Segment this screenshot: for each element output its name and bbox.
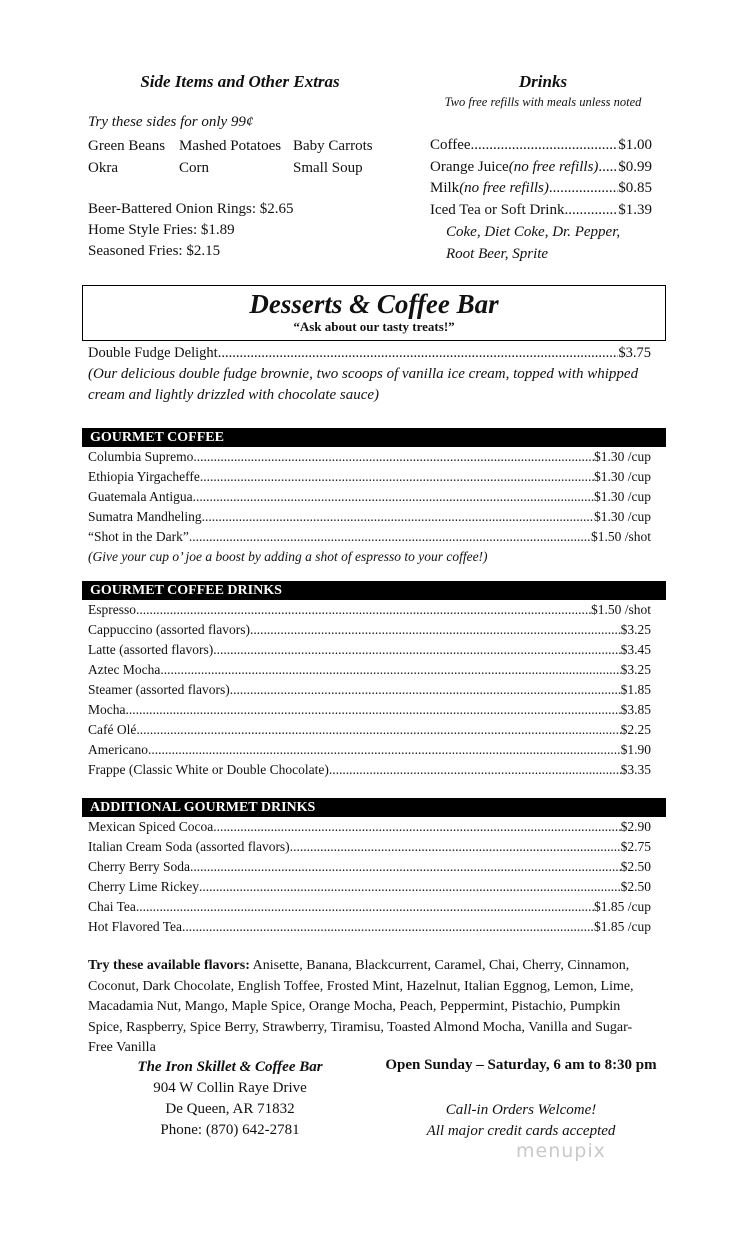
- ordering-info: [386, 1100, 656, 1142]
- coffee-drinks-header: GOURMET COFFEE DRINKS: [82, 581, 666, 599]
- menu-row: Frappe (Classic White or Double Chocolate) ..... $3.35: [88, 760, 651, 780]
- address-line-2: De Queen, AR 71832: [165, 1101, 295, 1117]
- side-item: Mashed Potatoes: [179, 138, 282, 154]
- flavors-label: Try these available flavors:: [88, 958, 250, 973]
- side-items-title: Side Items and Other Extras: [140, 72, 340, 91]
- menu-row: Mocha ..... $3.85: [88, 700, 651, 720]
- drinks-list: [430, 135, 652, 221]
- gourmet-coffee-header: GOURMET COFFEE: [82, 428, 666, 446]
- menu-row: Americano ..... $1.90: [88, 740, 651, 760]
- drink-row: Orange Juice (no free refills) ..... $0.99: [430, 157, 652, 179]
- menu-row: Latte (assorted flavors) ..... $3.45: [88, 640, 651, 660]
- menu-row: Espresso ..... $1.50 /shot: [88, 600, 651, 620]
- dessert-item: Double Fudge Delight ..... $3.75: [88, 343, 651, 363]
- dessert-description: (Our delicious double fudge brownie, two scoops of vanilla ice cream, topped with whipped cream and lightly drizzled with chocolate sauce): [88, 366, 639, 403]
- menu-row: Ethiopia Yirgacheffe ..... $1.30 /cup: [88, 467, 651, 487]
- additional-drinks-list: [88, 817, 651, 937]
- gourmet-coffee-list: [88, 447, 651, 567]
- side-item: Green Beans: [88, 138, 166, 154]
- sides-promo: Try these sides for only 99¢: [88, 114, 254, 130]
- menu-row: Steamer (assorted flavors) ..... $1.85: [88, 680, 651, 700]
- menu-row: Columbia Supremo ..... $1.30 /cup: [88, 447, 651, 467]
- credit-card-note: All major credit cards accepted: [426, 1123, 616, 1139]
- desserts-title: Desserts & Coffee Bar: [249, 289, 499, 319]
- coffee-drinks-list: [88, 600, 651, 780]
- flavors-list: Anisette, Banana, Blackcurrent, Caramel, Chai, Cherry, Cinnamon, Coconut, Dark Chocolate, English Toffee, Frosted Mint, Hazelnut, Italian Eggnog, Lemon, Lime, Macadamia Nut, Mango, Maple Spice, Orange Mocha, Peach, Peppermint, Pistachio, Pumpkin Spice, Raspberry, Spice Berry, Strawberry, Tiramisu, Toasted Almond Mocha, Vanilla and Sugar-Free Vanilla: [88, 958, 634, 1055]
- extra-item: Seasoned Fries: $2.15: [88, 243, 221, 259]
- drink-row: Iced Tea or Soft Drink ..... $1.39: [430, 200, 652, 222]
- drink-row: Milk (no free refills) ..... $0.85: [430, 178, 652, 200]
- desserts-header-box: [82, 285, 666, 341]
- additional-drinks-header: ADDITIONAL GOURMET DRINKS: [82, 798, 666, 816]
- menu-row: Chai Tea ..... $1.85 /cup: [88, 897, 651, 917]
- phone: Phone: (870) 642-2781: [160, 1122, 300, 1138]
- callin-note: Call-in Orders Welcome!: [445, 1102, 597, 1118]
- drink-row: Coffee ..... $1.00: [430, 135, 652, 157]
- desserts-tagline: “Ask about our tasty treats!”: [293, 319, 455, 334]
- menu-row: Mexican Spiced Cocoa ..... $2.90: [88, 817, 651, 837]
- menu-row: Hot Flavored Tea ..... $1.85 /cup: [88, 917, 651, 937]
- menu-row: Cherry Berry Soda ..... $2.50: [88, 857, 651, 877]
- flavors-paragraph: [88, 956, 654, 1059]
- drinks-title: Drinks: [518, 72, 568, 91]
- menu-row: Café Olé ..... $2.25: [88, 720, 651, 740]
- side-item: Corn: [179, 160, 209, 176]
- extras-list: [88, 199, 294, 262]
- watermark: menupix: [516, 1140, 606, 1162]
- side-item: Baby Carrots: [293, 138, 373, 154]
- extra-item: Beer-Battered Onion Rings: $2.65: [88, 201, 294, 217]
- menu-row: Cherry Lime Rickey ..... $2.50: [88, 877, 651, 897]
- restaurant-info: [110, 1057, 350, 1141]
- side-item: Small Soup: [293, 160, 363, 176]
- soft-drinks-list: Coke, Diet Coke, Dr. Pepper, Root Beer, Sprite: [446, 224, 621, 262]
- hours: Open Sunday – Saturday, 6 am to 8:30 pm: [385, 1057, 657, 1073]
- menu-row: Sumatra Mandheling ..... $1.30 /cup: [88, 507, 651, 527]
- menu-row: Cappuccino (assorted flavors) ..... $3.25: [88, 620, 651, 640]
- drinks-subtitle: Two free refills with meals unless noted: [444, 95, 642, 109]
- menu-row: Italian Cream Soda (assorted flavors) ..... $2.75: [88, 837, 651, 857]
- extra-item: Home Style Fries: $1.89: [88, 222, 235, 238]
- sides-grid: [88, 135, 373, 179]
- coffee-note: (Give your cup o’ joe a boost by adding a shot of espresso to your coffee!): [88, 549, 488, 564]
- restaurant-name: The Iron Skillet & Coffee Bar: [137, 1059, 323, 1075]
- menu-row: “Shot in the Dark” ..... $1.50 /shot: [88, 527, 651, 547]
- address-line-1: 904 W Collin Raye Drive: [153, 1080, 307, 1096]
- menu-row: Guatemala Antigua ..... $1.30 /cup: [88, 487, 651, 507]
- menu-row: Aztec Mocha ..... $3.25: [88, 660, 651, 680]
- side-item: Okra: [88, 160, 118, 176]
